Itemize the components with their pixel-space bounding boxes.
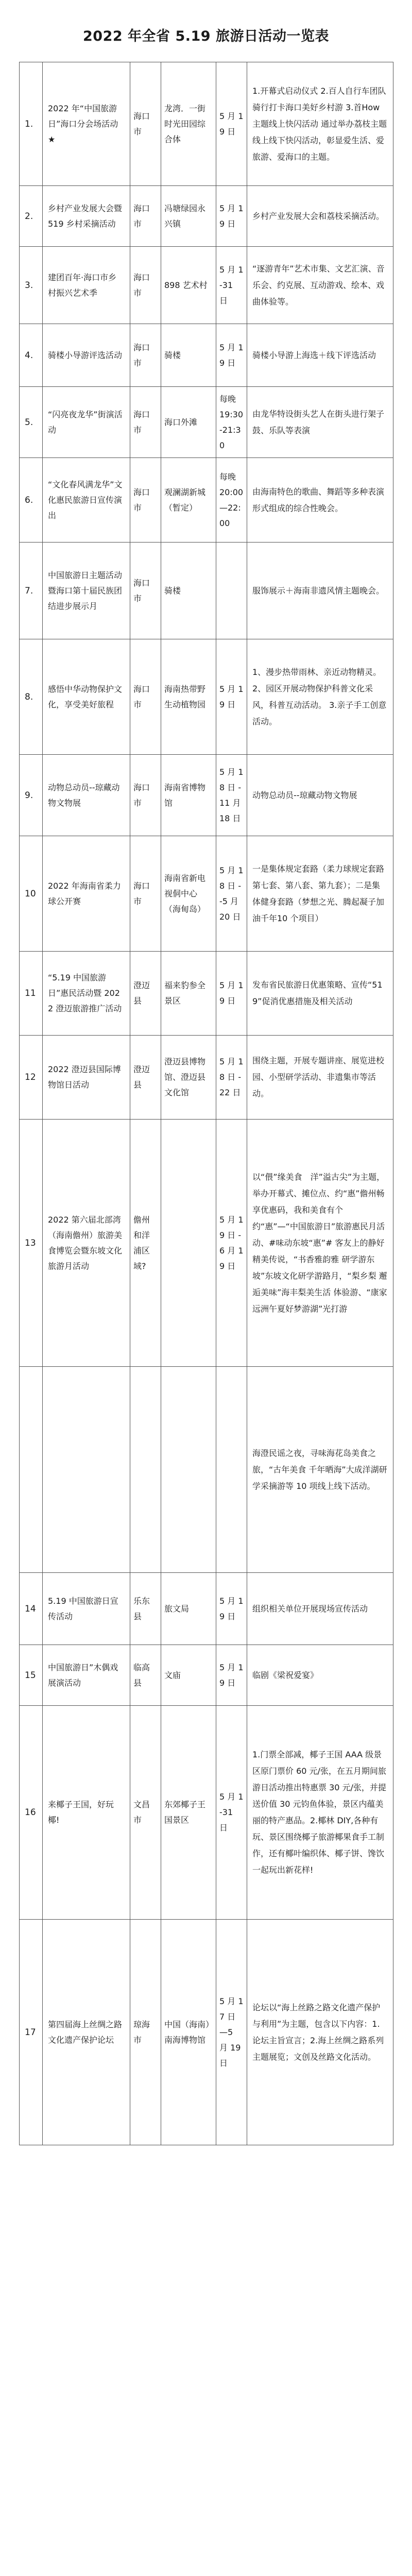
table-row [20, 247, 393, 324]
activity-date: 5 月 19 日 [216, 62, 247, 186]
activity-city: 海口市 [130, 836, 161, 952]
activity-content: 一是集体规定套路（柔力球规定套路第七套、第八套、第九套）；二是集体健身套路（梦想之光、腾起凝子加油千年10 个项目） [247, 836, 393, 952]
table-row [20, 639, 393, 755]
activity-date: 5 月 19 日 [216, 1645, 247, 1706]
activity-name: 中国旅游日”木偶戏展演活动 [43, 1645, 130, 1706]
activity-content: 论坛以“海上丝路之路文化遗产保护与利用”为主题，包含以下内容：1.论坛主旨宣言；2.海上丝绸之路系列主题展览；文创及丝路文化活动。 [247, 1920, 393, 2145]
table-row [20, 186, 393, 247]
activity-name: 建团百年·海口市乡村振兴艺术季 [43, 247, 130, 324]
table-row [20, 458, 393, 543]
activity-city: 澄迈县 [130, 952, 161, 1036]
row-number: 6. [20, 458, 43, 543]
activity-name: 2022 澄迈县国际博物馆日活动 [43, 1036, 130, 1120]
row-number: 14 [20, 1573, 43, 1645]
activity-venue: 骑楼 [161, 324, 216, 387]
activity-venue: 龙湾．一街时光田园综合体 [161, 62, 216, 186]
row-number: 7. [20, 543, 43, 639]
activity-city: 海口市 [130, 247, 161, 324]
activity-venue: 冯塘绿园永兴镇 [161, 186, 216, 247]
activity-city: 海口市 [130, 387, 161, 458]
activity-content: 临剧《梁祝爱宴》 [247, 1645, 393, 1706]
activity-city: 文昌市 [130, 1706, 161, 1920]
activity-name: 感悟中华动物保护文化，享受美好旅程 [43, 639, 130, 755]
activity-name: “5.19 中国旅游日”惠民活动暨 2022 澄迈旅游推广活动 [43, 952, 130, 1036]
activity-content: 乡村产业发展大会和荔枝采摘活动。 [247, 186, 393, 247]
row-number: 11 [20, 952, 43, 1036]
activity-content: 1.开幕式启动仪式 2.百人自行车团队骑行打卡海口美好乡村游 3.首How主题线上快闪活动 通过举办荔枝主题线上线下快闪活动，彰显爱生活、爱旅游、爱海口的主题。 [247, 62, 393, 186]
activity-venue: 898 艺术村 [161, 247, 216, 324]
row-number: 16 [20, 1706, 43, 1920]
row-number [20, 1367, 43, 1573]
activity-name: 动物总动员--琼藏动物文物展 [43, 755, 130, 836]
activity-venue: 海口外滩 [161, 387, 216, 458]
row-number: 4. [20, 324, 43, 387]
activity-venue: 海南省博物馆 [161, 755, 216, 836]
activity-name: 中国旅游日主题活动暨海口第十届民族团结进步展示月 [43, 543, 130, 639]
activity-name: “文化春风满龙华”文化惠民旅游日宣传演出 [43, 458, 130, 543]
activity-name: 第四届海上丝绸之路文化遗产保护论坛 [43, 1920, 130, 2145]
activity-name: 2022 年海南省柔力球公开赛 [43, 836, 130, 952]
activity-date [216, 543, 247, 639]
activity-content: 服饰展示＋海南非遗风情主题晚会。 [247, 543, 393, 639]
activity-venue [161, 1367, 216, 1573]
activity-city [130, 1367, 161, 1573]
activity-date: 5 月 1-31 日 [216, 247, 247, 324]
activity-name [43, 1367, 130, 1573]
activity-name: 骑楼小导游评选活动 [43, 324, 130, 387]
row-number: 1. [20, 62, 43, 186]
activity-content: 骑楼小导游上海选＋线下评选活动 [247, 324, 393, 387]
activity-date: 5 月 19 日 [216, 1573, 247, 1645]
activity-content: 1.门票全部减，椰子王国 AAA 级景区原门票价 60 元/张，在五月期间旅游日活动推出特惠票 30 元/张，并提送价值 30 元钧鱼体验，景区内蕴美丽的特产惠品。2.椰林 DIY,各种有玩、景区围绕椰子旅游椰果食手工制作，还有椰叶编织体、椰子饼、馋饮一起玩出新花样! [247, 1706, 393, 1920]
table-row [20, 1367, 393, 1573]
activity-city: 海口市 [130, 458, 161, 543]
table-row [20, 324, 393, 387]
row-number: 3. [20, 247, 43, 324]
activity-date: 5 月 17 日 —5 月 19 日 [216, 1920, 247, 2145]
row-number: 10 [20, 836, 43, 952]
activity-venue: 旅文局 [161, 1573, 216, 1645]
activity-content: 由龙华特设街头艺人在街头进行架子鼓、乐队等表演 [247, 387, 393, 458]
activity-venue [161, 1120, 216, 1367]
activity-date [216, 1367, 247, 1573]
activity-content: 以“偎”缘美食 洋”溢古尖”为主题，举办开幕式、摊位点、约“惠”儋州畅享优惠码，我和美食有个约“惠”—“中国旅游日”旅游惠民月活动、#味动东坡“惠”# 客友上的静好精美传说，“书香雅韵雅 研学游东坡”东坡文化研学游路月，“梨乡梨 邂逅美味”海丰梨美生活 体验游、“康家远洲午夏好梦游湖”光打游 [247, 1120, 393, 1367]
activity-date: 每晚 19:30-21:30 [216, 387, 247, 458]
activity-date: 5 月 19 日 [216, 186, 247, 247]
activity-venue: 海南省新电视侗中心（海甸岛） [161, 836, 216, 952]
activity-city: 海口市 [130, 324, 161, 387]
table-row [20, 62, 393, 186]
table-row [20, 1036, 393, 1120]
activity-content: 由海南特色的歌曲、舞蹈等多种表演形式组成的综合性晚会。 [247, 458, 393, 543]
row-number: 5. [20, 387, 43, 458]
activity-date: 5 月 18 日 -22 日 [216, 1036, 247, 1120]
table-row [20, 1920, 393, 2145]
table-row [20, 836, 393, 952]
activity-venue: 观澜湖新城（暂定） [161, 458, 216, 543]
activity-name: “闪亮夜龙华”街演活动 [43, 387, 130, 458]
activity-city: 海口市 [130, 755, 161, 836]
activity-name: 2022 年“中国旅游日”海口分会场活动★ [43, 62, 130, 186]
row-number: 2. [20, 186, 43, 247]
activity-city: 海口市 [130, 62, 161, 186]
activity-date: 5 月 18 日 -11 月 18 日 [216, 755, 247, 836]
activity-date: 5 月 19 日 -6 月 19 日 [216, 1120, 247, 1367]
activity-date: 5 月 1-31 日 [216, 1706, 247, 1920]
activity-name: 乡村产业发展大会暨 519 乡村采摘活动 [43, 186, 130, 247]
table-row [20, 1706, 393, 1920]
row-number: 15 [20, 1645, 43, 1706]
activity-city: 临高县 [130, 1645, 161, 1706]
activity-city: 儋州和洋浦区域? [130, 1120, 161, 1367]
activity-date: 每晚 20:00—22:00 [216, 458, 247, 543]
activity-venue: 东郊椰子王国景区 [161, 1706, 216, 1920]
activity-date: 5 月 19 日 [216, 324, 247, 387]
activity-content: 组织相关单位开展现场宣传活动 [247, 1573, 393, 1645]
activity-content: 1、漫步热带雨林、亲近动物精灵。 2、园区开展动物保护科普文化采风，科普互动活动。 3.亲子手工创意活动。 [247, 639, 393, 755]
activity-venue: 文庙 [161, 1645, 216, 1706]
table-row [20, 952, 393, 1036]
table-row [20, 1573, 393, 1645]
activity-table [19, 62, 393, 2145]
table-row [20, 1645, 393, 1706]
activity-date: 5 月 19 日 [216, 952, 247, 1036]
activity-city: 琼海市 [130, 1920, 161, 2145]
table-row [20, 1120, 393, 1367]
activity-content: 动物总动员--琼藏动物文物展 [247, 755, 393, 836]
activity-venue: 海南热带野生动植物园 [161, 639, 216, 755]
activity-city: 海口市 [130, 639, 161, 755]
row-number: 8. [20, 639, 43, 755]
document-title: 2022 年全省 5.19 旅游日活动一览表 [83, 28, 329, 44]
activity-content: 海澄民谣之夜，寻味海花岛美食之旅，“古年美食 千年晒海”大成洋湖研学采摘游等 10 项线上线下活动。 [247, 1367, 393, 1573]
activity-content: 围绕主题，开展专题讲座、展览进校园、小型研学活动、非遗集市等活动。 [247, 1036, 393, 1120]
activity-city: 海口市 [130, 186, 161, 247]
activity-city: 海口市 [130, 543, 161, 639]
activity-city: 乐东县 [130, 1573, 161, 1645]
activity-name: 来椰子王国，好玩椰! [43, 1706, 130, 1920]
activity-city: 澄迈县 [130, 1036, 161, 1120]
activity-content: “逐游青年”艺术市集、文艺汇演、音乐会、约克展、互动游戏、绘本、戏曲体验等。 [247, 247, 393, 324]
table-row [20, 387, 393, 458]
table-row [20, 755, 393, 836]
activity-date: 5 月 18 日 --5 月 20 日 [216, 836, 247, 952]
row-number: 9. [20, 755, 43, 836]
table-row [20, 543, 393, 639]
activity-name: 5.19 中国旅游日宣传活动 [43, 1573, 130, 1645]
activity-date: 5 月 19 日 [216, 639, 247, 755]
activity-name: 2022 第六届北部湾（海南儋州）旅游美食博览会暨东坡文化旅游月活动 [43, 1120, 130, 1367]
activity-content: 发布省民旅游日优惠策略、宣传“519”促消优惠措施及相关活动 [247, 952, 393, 1036]
row-number: 12 [20, 1036, 43, 1120]
row-number: 17 [20, 1920, 43, 2145]
activity-venue: 骑楼 [161, 543, 216, 639]
activity-venue: 福来豹参全景区 [161, 952, 216, 1036]
activity-venue: 澄迈县博物馆、澄迈县文化馆 [161, 1036, 216, 1120]
row-number: 13 [20, 1120, 43, 1367]
activity-venue: 中国（海南）南海博物馆 [161, 1920, 216, 2145]
